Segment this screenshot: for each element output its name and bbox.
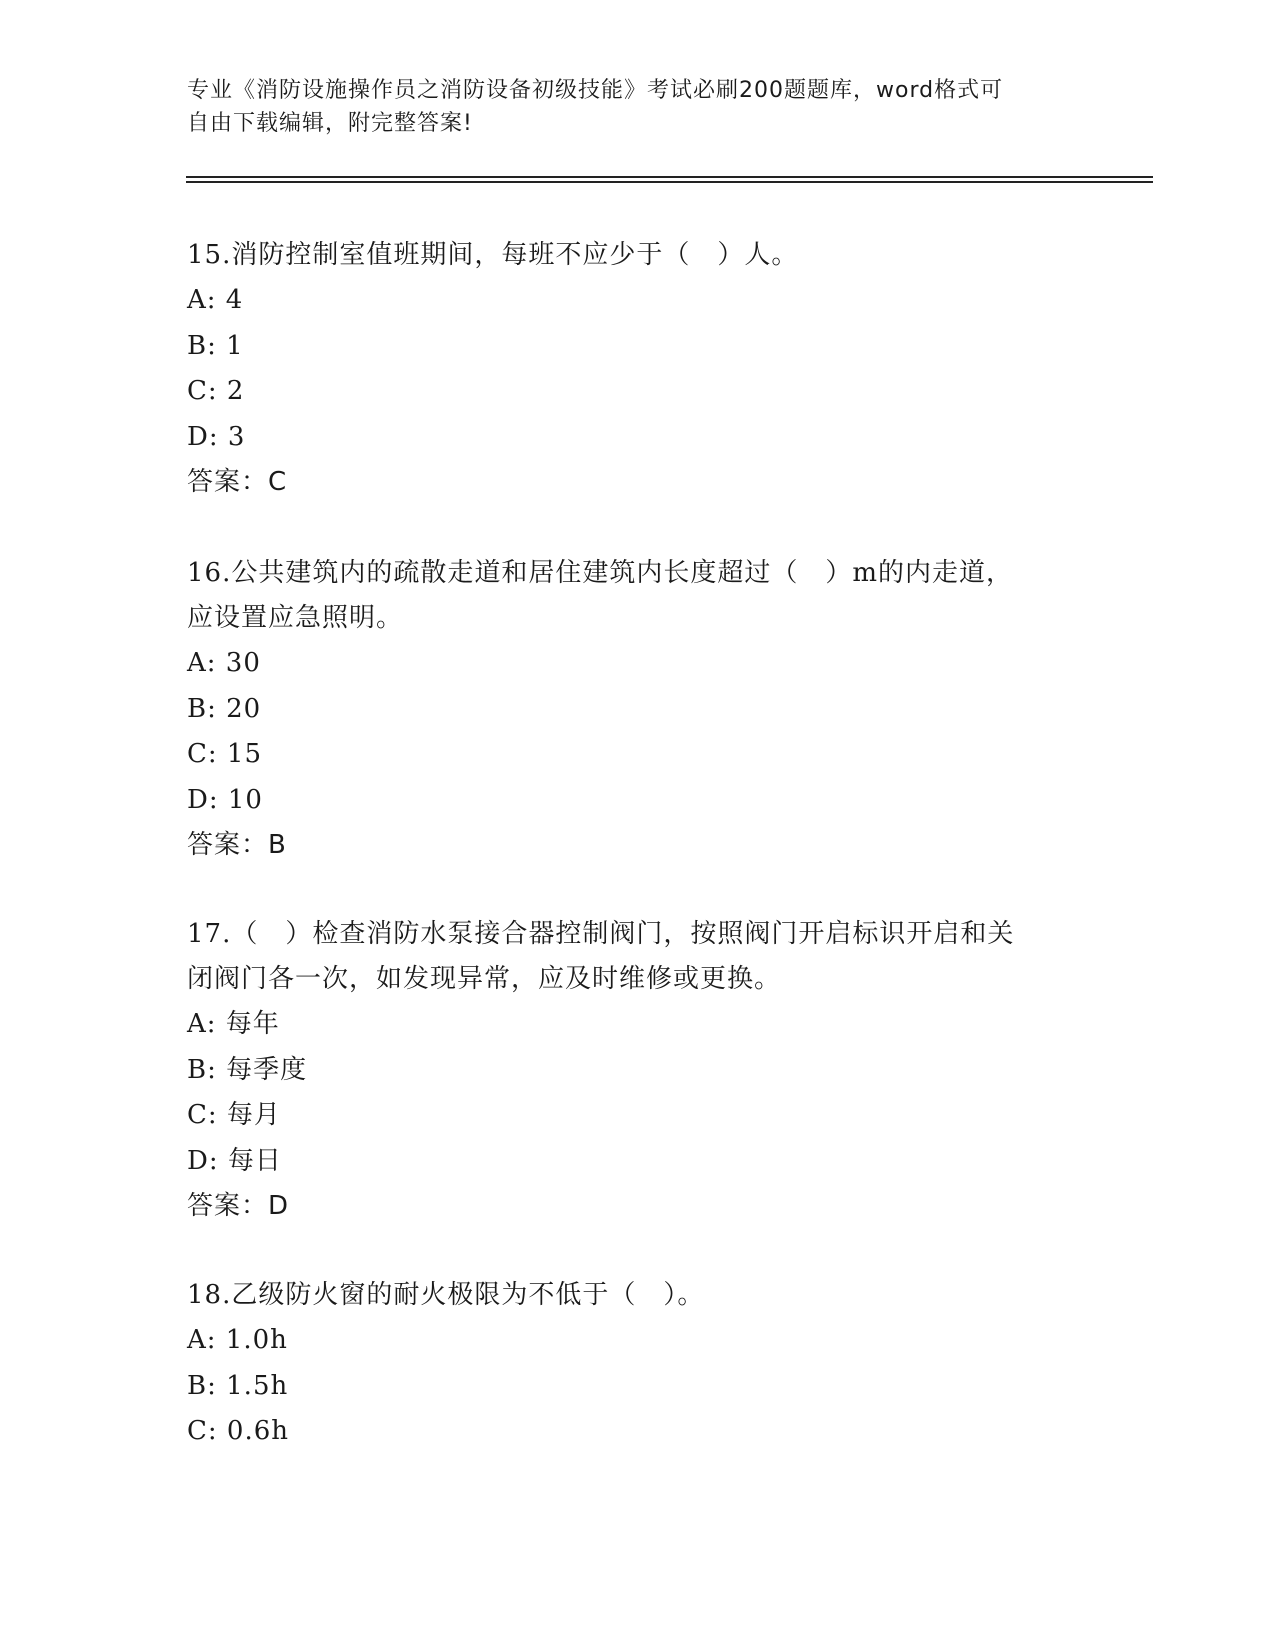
option-c: C: 15 bbox=[187, 739, 263, 769]
option-a: A: 4 bbox=[187, 285, 244, 315]
option-d: D: 10 bbox=[187, 784, 263, 815]
answer-label: 答案：C bbox=[187, 467, 288, 497]
option-b: B: 1.5h bbox=[187, 1370, 289, 1401]
option-a: A: 1.0h bbox=[187, 1325, 288, 1355]
header-line-1: 专业《消防设施操作员之消防设备初级技能》考试必刷200题题库，word格式可 bbox=[187, 78, 1004, 103]
header-divider-bottom bbox=[186, 181, 1153, 183]
question-15 bbox=[187, 233, 1087, 505]
question-17 bbox=[187, 912, 1087, 1229]
option-b: B: 1 bbox=[187, 330, 244, 361]
option-c: C: 每月 bbox=[187, 1100, 281, 1130]
question-stem: 16.公共建筑内的疏散走道和居住建筑内长度超过（ ）m的内走道， bbox=[187, 558, 1014, 588]
question-18 bbox=[187, 1273, 1087, 1455]
document-header bbox=[187, 74, 1067, 140]
question-stem: 17.（ ）检查消防水泵接合器控制阀门，按照阀门开启标识开启和关 bbox=[187, 919, 1015, 949]
option-d: D: 3 bbox=[187, 421, 246, 452]
option-d: D: 每日 bbox=[187, 1145, 282, 1176]
question-16 bbox=[187, 551, 1087, 868]
option-c: C: 2 bbox=[187, 376, 245, 406]
answer-label: 答案：B bbox=[187, 830, 287, 860]
header-line-2: 自由下载编辑，附完整答案! bbox=[187, 111, 473, 136]
header-divider-top bbox=[186, 176, 1153, 178]
answer-label: 答案：D bbox=[187, 1191, 290, 1221]
option-b: B: 每季度 bbox=[187, 1054, 308, 1085]
question-stem: 18.乙级防火窗的耐火极限为不低于（ ）。 bbox=[187, 1280, 705, 1310]
question-stem-continued: 闭阀门各一次，如发现异常，应及时维修或更换。 bbox=[187, 964, 782, 994]
option-a: A: 30 bbox=[187, 648, 261, 678]
question-stem: 15.消防控制室值班期间，每班不应少于（ ）人。 bbox=[187, 240, 799, 270]
option-b: B: 20 bbox=[187, 693, 262, 724]
question-stem-continued: 应设置应急照明。 bbox=[187, 603, 404, 633]
option-a: A: 每年 bbox=[187, 1009, 280, 1039]
option-c: C: 0.6h bbox=[187, 1416, 290, 1446]
